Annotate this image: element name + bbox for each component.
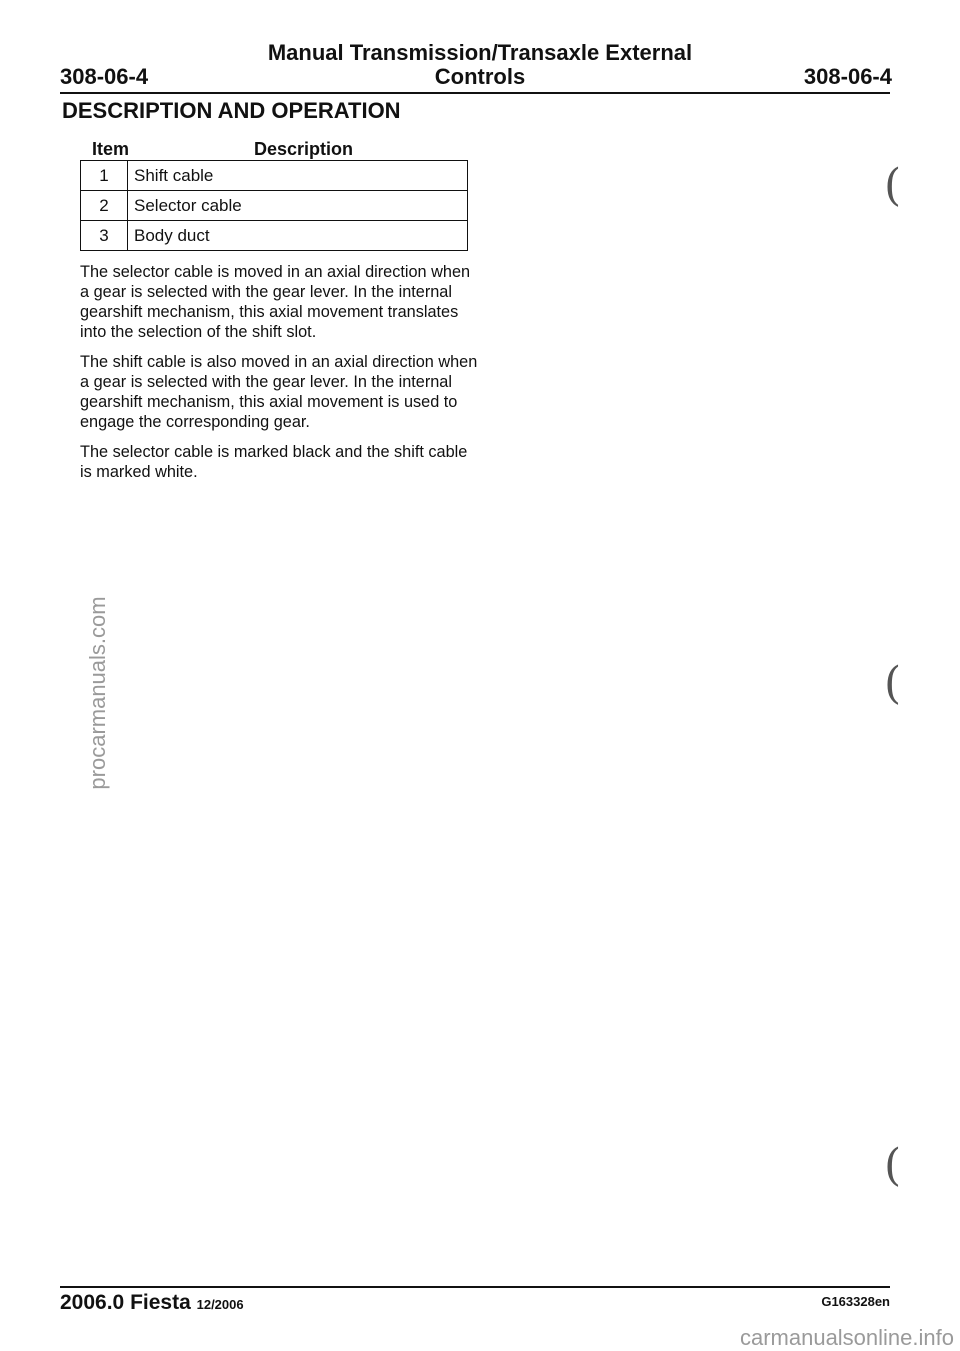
table-header-item: Item [92, 139, 130, 159]
item-description: Selector cable [128, 191, 468, 221]
table-row [81, 221, 468, 251]
footer-model-name: 2006.0 Fiesta [60, 1291, 191, 1314]
binder-mark: ( [884, 658, 902, 709]
table-header-description: Description [254, 139, 354, 159]
section-title: DESCRIPTION AND OPERATION [62, 98, 401, 123]
paragraph: The selector cable is marked black and the shift cable is marked white. [80, 443, 468, 481]
manual-subtitle: Controls [434, 64, 526, 89]
footer-rule [60, 1286, 890, 1288]
footer-code: G163328en [821, 1294, 890, 1309]
page-code-left: 308-06-4 [60, 64, 149, 89]
footer-date: 12/2006 [196, 1297, 244, 1312]
item-number: 1 [81, 161, 128, 191]
side-watermark: procarmanuals.com [85, 596, 110, 790]
bottom-watermark: carmanualsonline.info [739, 1325, 954, 1350]
item-description: Shift cable [128, 161, 468, 191]
binder-mark: ( [884, 1140, 902, 1191]
paragraph: The shift cable is also moved in an axial direction when a gear is selected with the gear lever. In the internal gearshift mechanism, this axial movement is used to engage the corresponding gear. [80, 353, 478, 431]
page-code-right: 308-06-4 [803, 64, 892, 89]
binder-mark: ( [884, 160, 902, 211]
item-number: 3 [81, 221, 128, 251]
header-rule [60, 92, 890, 94]
table-row [81, 191, 468, 221]
manual-title: Manual Transmission/Transaxle External [267, 40, 693, 65]
body-text [80, 262, 480, 482]
footer-model [60, 1290, 244, 1318]
paragraph: The selector cable is moved in an axial direction when a gear is selected with the gear lever. In the internal gearshift mechanism, this axial movement translates into the selection of the shift slot. [80, 263, 471, 341]
item-table [80, 160, 468, 251]
table-row [81, 161, 468, 191]
item-description: Body duct [128, 221, 468, 251]
item-number: 2 [81, 191, 128, 221]
